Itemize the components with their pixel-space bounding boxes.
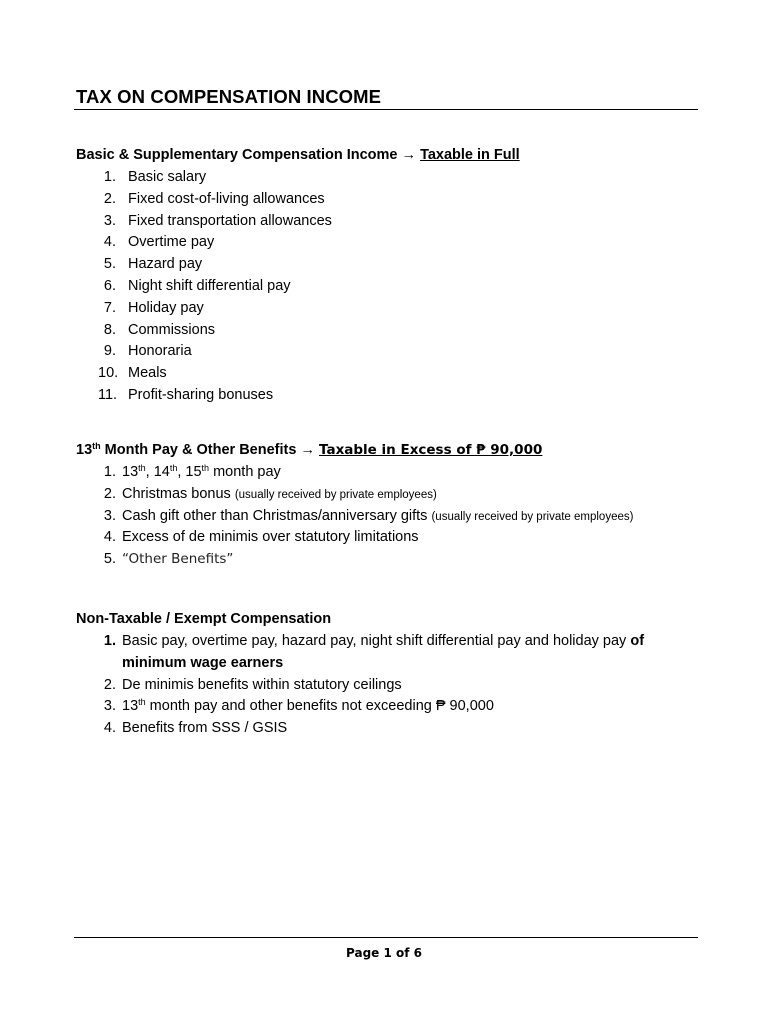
list-text: Cash gift other than Christmas/anniversary gifts (usually received by private employees) <box>122 507 634 524</box>
list-item <box>76 549 633 571</box>
page-number: Page 1 of 6 <box>346 946 422 960</box>
list-text: Night shift differential pay <box>128 277 291 294</box>
list-text: Profit-sharing bonuses <box>128 386 274 403</box>
list-number: 4. <box>103 234 116 251</box>
list-item-continuation <box>76 653 644 675</box>
list-text: Excess of de minimis over statutory limitations <box>122 529 419 546</box>
list-number: 4. <box>103 529 116 546</box>
list-text: Commissions <box>128 321 216 338</box>
list-item <box>76 696 644 718</box>
list-item <box>76 298 332 320</box>
list-item <box>76 718 644 740</box>
list-text: 13th, 14th, 15th month pay <box>122 463 281 480</box>
list-number: 2. <box>103 485 116 502</box>
list-item <box>76 341 332 363</box>
list-item <box>76 506 633 528</box>
list-item <box>76 167 332 189</box>
list-number: 3. <box>103 698 116 715</box>
list-number: 10. <box>98 365 119 382</box>
list-item <box>76 254 332 276</box>
exempt-list <box>76 631 644 740</box>
heading-num: 13 <box>76 442 93 458</box>
basic-compensation-list <box>76 167 332 407</box>
list-text: Benefits from SSS / GSIS <box>122 720 288 737</box>
list-item <box>76 211 332 233</box>
list-text: 13th month pay and other benefits not exceeding ₱ 90,000 <box>122 697 494 715</box>
list-number: 1. <box>103 633 116 649</box>
list-number: 1. <box>103 169 116 185</box>
section-heading-emphasis: Taxable in Full <box>420 147 520 163</box>
list-text: Meals <box>128 365 167 382</box>
section-heading-emphasis: Taxable in Excess of ₱ 90,000 <box>318 442 543 458</box>
list-number: 8. <box>103 321 116 338</box>
list-item <box>76 232 332 254</box>
list-text: “Other Benefits” <box>122 551 234 568</box>
list-item <box>76 484 633 506</box>
list-text: Honoraria <box>128 343 192 360</box>
list-number: 9. <box>103 343 116 360</box>
list-text: De minimis benefits within statutory ceilings <box>122 676 402 693</box>
list-text: Fixed cost-of-living allowances <box>128 190 325 207</box>
footer-divider <box>74 937 698 938</box>
list-text: minimum wage earners <box>122 654 284 671</box>
section-heading-text: Non-Taxable / Exempt Compensation <box>76 611 332 627</box>
list-number: 5. <box>103 551 116 568</box>
list-text: Holiday pay <box>128 299 204 316</box>
list-note: (usually received by private employees) <box>431 510 634 523</box>
list-text: Christmas bonus (usually received by private employees) <box>122 485 437 502</box>
section-heading-text: Month Pay & Other Benefits → <box>100 442 319 458</box>
title-divider <box>74 109 698 110</box>
list-item <box>76 527 633 549</box>
list-text: Basic pay, overtime pay, hazard pay, night shift differential pay and holiday pay of <box>122 633 645 649</box>
list-text: Hazard pay <box>128 256 203 273</box>
list-text: Fixed transportation allowances <box>128 212 332 229</box>
list-item <box>76 385 332 407</box>
list-number: 6. <box>103 277 116 294</box>
list-number: 3. <box>103 507 116 524</box>
list-number: 5. <box>103 256 116 273</box>
list-item <box>76 276 332 298</box>
heading-sup: th <box>92 441 101 451</box>
list-number: 1. <box>103 464 116 480</box>
list-number: 7. <box>103 299 116 316</box>
list-text: Basic salary <box>128 169 207 185</box>
list-number: 2. <box>103 676 116 693</box>
list-item <box>76 363 332 385</box>
list-item <box>76 631 644 653</box>
list-item <box>76 189 332 211</box>
list-number: 11. <box>98 386 118 403</box>
list-number: 2. <box>103 190 116 207</box>
section-heading-13th-month <box>76 442 542 458</box>
list-item <box>76 675 644 697</box>
list-number: 3. <box>103 212 116 229</box>
page-title: TAX ON COMPENSATION INCOME <box>76 86 382 107</box>
list-text: Overtime pay <box>128 234 215 251</box>
list-note: (usually received by private employees) <box>234 488 437 501</box>
list-number: 4. <box>103 720 116 737</box>
section-heading-exempt <box>76 611 331 627</box>
benefits-list <box>76 462 633 571</box>
list-item <box>76 462 633 484</box>
section-heading-text: Basic & Supplementary Compensation Income → <box>76 147 421 163</box>
section-heading-basic <box>76 147 520 163</box>
list-item <box>76 320 332 342</box>
